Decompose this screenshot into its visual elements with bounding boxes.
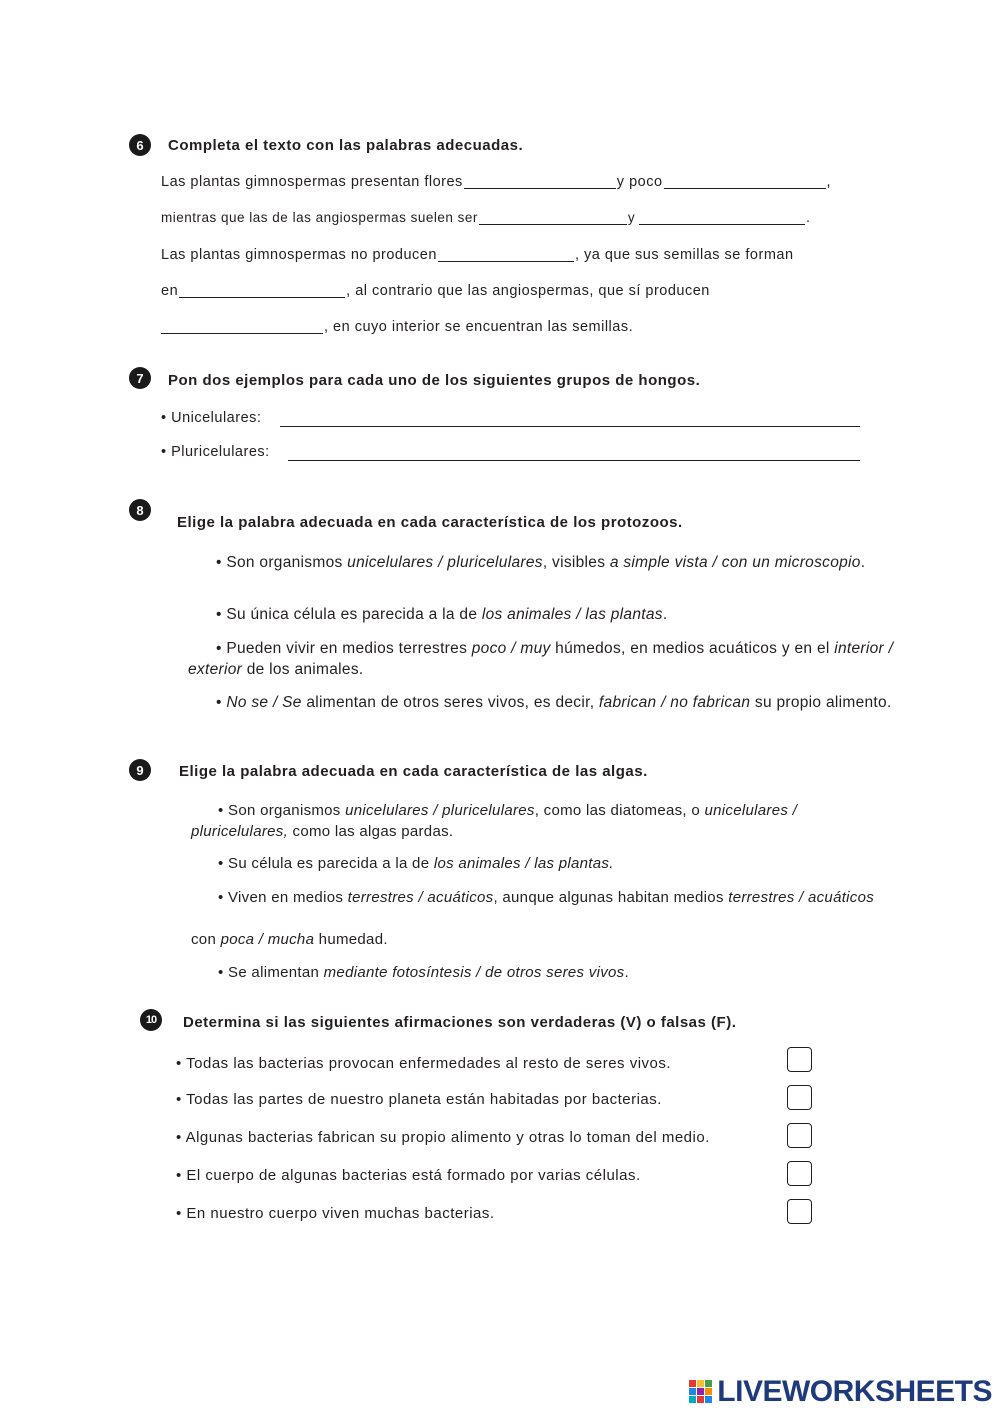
q6-input-2[interactable] [664,175,826,189]
q8-bullet-2 [188,604,908,625]
q8-b2-option-1[interactable]: los animales / las plantas [481,606,663,623]
q10-statement-1: • Todas las bacterias provocan enfermedades al resto de seres vivos. [176,1055,672,1072]
q9-bullet-3 [191,887,891,908]
q8-bullet-1 [188,552,908,573]
q6-blank-4[interactable] [639,210,805,225]
q8-b4-option-1[interactable]: No se / Se [226,694,302,711]
question-9-title: Elige la palabra adecuada en cada característica de las algas. [179,763,648,780]
question-number-6: 6 [129,134,151,156]
q6-text-3a: Las plantas gimnospermas no producen [161,247,437,263]
q9-b3-option-1[interactable]: terrestres / acuáticos [347,889,494,906]
q7-answer-line-1[interactable] [280,410,860,427]
q6-text-3b: , ya que sus semillas se forman [574,247,794,263]
q9-b3-mid: , aunque algunas habitan medios [493,889,729,906]
q6-text-1c: , [826,174,832,190]
q6-text-2c: . [806,210,811,225]
q6-input-3[interactable] [479,211,627,225]
liveworksheets-brand [688,1376,992,1408]
q6-input-7[interactable] [161,320,323,334]
q6-text-1b: y poco [616,174,663,190]
question-10-title: Determina si las siguientes afirmaciones son verdaderas (V) o falsas (F). [183,1014,737,1031]
q9-b2-option-1[interactable]: los animales / las plantas. [433,855,614,872]
q7-item-unicelulares: • Unicelulares: [161,410,262,426]
q8-b1-mid: , visibles [542,554,610,571]
q9-b1-mid: , como las diatomeas, o [534,802,705,819]
question-7-title: Pon dos ejemplos para cada uno de los siguientes grupos de hongos. [168,372,701,389]
q6-input-1[interactable] [464,175,616,189]
q8-b3-option-2[interactable]: interior / exterior [188,640,894,678]
q8-b4-end: su propio alimento. [750,694,892,711]
q10-answer-box-5[interactable] [787,1199,812,1224]
question-number-8: 8 [129,499,151,521]
q8-b4-mid: alimentan de otros seres vivos, es decir, [301,694,599,711]
q9-b3-mid2: con [191,931,221,948]
q6-blank-5[interactable] [438,247,574,262]
q6-text-2a: mientras que las de las angiospermas suelen ser [161,210,478,225]
q8-b4-option-2[interactable]: fabrican / no fabrican [598,694,751,711]
q8-b3-end: de los animales. [242,661,364,678]
q6-text-4a: en [161,283,179,299]
q9-b3-option-2[interactable]: terrestres / acuáticos [728,889,875,906]
q6-line-4 [161,283,710,299]
q7-input-1[interactable] [280,411,860,427]
brand-name: LIVEWORKSHEETS [717,1375,992,1408]
q10-statement-4: • El cuerpo de algunas bacterias está formado por varias células. [176,1167,641,1184]
q9-b4-text: • Se alimentan [218,964,324,981]
q9-b4-end: . [624,964,629,981]
q8-bullet-4 [188,692,908,713]
question-number-9: 9 [129,759,151,781]
q8-b1-text: • Son organismos [216,554,348,571]
q8-b1-end: . [860,554,866,571]
q9-b4-option-1[interactable]: mediante fotosíntesis / de otros seres vivos [323,964,625,981]
liveworksheets-logo-icon [688,1379,714,1405]
q6-blank-1[interactable] [464,174,616,189]
q6-text-2b: y [627,210,636,225]
q8-b1-option-2[interactable]: a simple vista / con un microscopio [609,554,861,571]
q10-statement-5: • En nuestro cuerpo viven muchas bacterias. [176,1205,495,1222]
q9-b1-option-1[interactable]: unicelulares / pluricelulares [345,802,535,819]
q8-b4-text: • [216,694,227,711]
q9-b3-end: humedad. [314,931,388,948]
q8-b2-end: . [662,606,668,623]
question-number-7: 7 [129,367,151,389]
q9-bullet-4 [191,962,891,983]
q9-b1-end: como las algas pardas. [288,823,454,840]
q6-line-2 [161,210,810,225]
q6-input-6[interactable] [179,284,345,298]
q6-input-5[interactable] [438,248,574,262]
q6-text-5b: , en cuyo interior se encuentran las semillas. [324,319,634,335]
q8-b3-text: • Pueden vivir en medios terrestres [216,640,472,657]
q10-answer-box-3[interactable] [787,1123,812,1148]
q7-item-pluricelulares: • Pluricelulares: [161,444,270,460]
q6-line-5 [161,319,633,335]
q6-input-4[interactable] [639,211,805,225]
q6-text-1a: Las plantas gimnospermas presentan flores [161,174,463,190]
q10-statement-2: • Todas las partes de nuestro planeta están habitadas por bacterias. [176,1091,662,1108]
question-8-title: Elige la palabra adecuada en cada característica de los protozoos. [177,514,683,531]
q6-line-1 [161,174,831,190]
q6-blank-6[interactable] [179,283,345,298]
q7-answer-line-2[interactable] [288,444,860,461]
q7-input-2[interactable] [288,445,860,461]
q8-b3-mid: húmedos, en medios acuáticos y en el [550,640,835,657]
q9-bullet-1 [191,800,891,842]
q6-blank-7[interactable] [161,319,323,334]
q9-bullet-2 [191,853,891,874]
q6-blank-3[interactable] [479,210,627,225]
q9-b2-text: • Su célula es parecida a la de [218,855,434,872]
q6-text-4b: , al contrario que las angiospermas, que sí producen [346,283,710,299]
q8-b1-option-1[interactable]: unicelulares / pluricelulares [347,554,543,571]
q9-bullet-3-cont [191,929,891,950]
q9-b3-text: • Viven en medios [218,889,348,906]
q10-answer-box-2[interactable] [787,1085,812,1110]
q8-bullet-3 [188,638,908,680]
q10-answer-box-1[interactable] [787,1047,812,1072]
question-number-10: 10 [140,1009,162,1031]
q9-b1-text: • Son organismos [218,802,346,819]
q9-b3-option-3[interactable]: poca / mucha [220,931,315,948]
q10-answer-box-4[interactable] [787,1161,812,1186]
q8-b3-option-1[interactable]: poco / muy [471,640,551,657]
question-6-title: Completa el texto con las palabras adecuadas. [168,137,524,154]
q10-statement-3: • Algunas bacterias fabrican su propio alimento y otras lo toman del medio. [176,1129,710,1146]
q6-blank-2[interactable] [664,174,826,189]
q6-line-3 [161,247,794,263]
q9-b1-option-2[interactable]: unicelulares / pluricelulares, [191,802,798,840]
q8-b2-text: • Su única célula es parecida a la de [216,606,482,623]
